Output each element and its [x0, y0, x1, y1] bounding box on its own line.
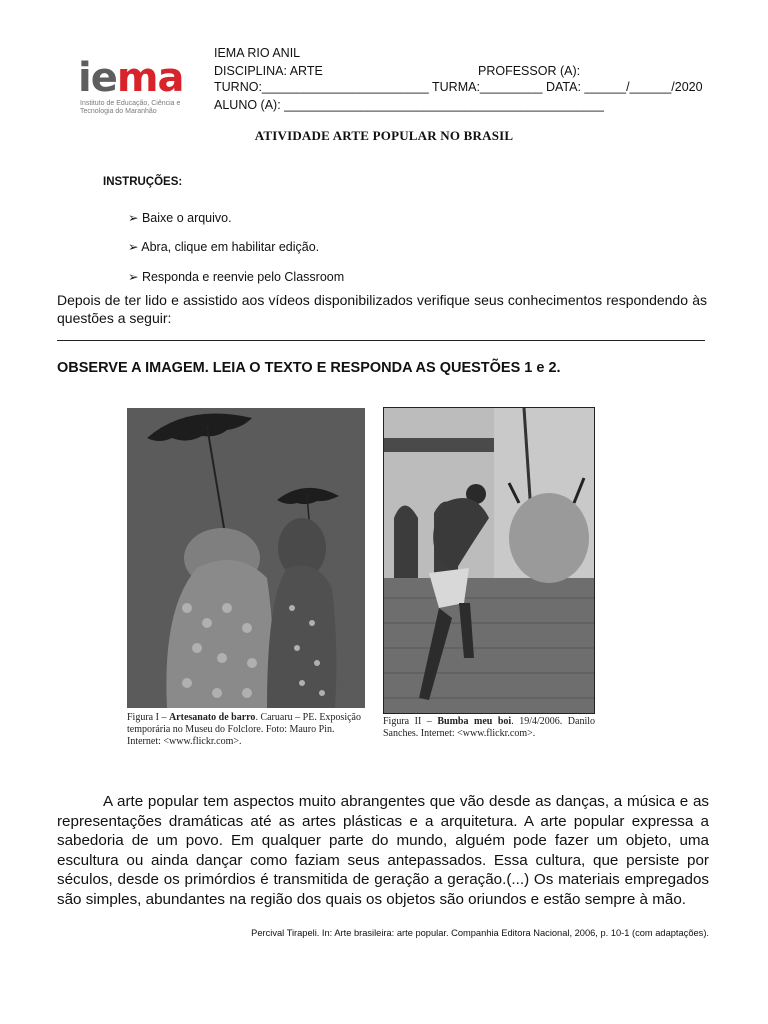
school-name: IEMA RIO ANIL	[214, 46, 301, 60]
turno-turma-data-line[interactable]: TURNO:________________________ TURMA:_________ DATA: ______/______/2020	[214, 80, 703, 94]
instruction-item: ➢ Responda e reenvie pelo Classroom	[128, 270, 345, 284]
logo-word-part2: ma	[116, 55, 184, 101]
instruction-item: ➢ Abra, clique em habilitar edição.	[128, 240, 320, 254]
instructions-label: INSTRUÇÕES:	[103, 176, 183, 188]
logo-wordmark	[78, 55, 184, 101]
section-heading: OBSERVE A IMAGEM. LEIA O TEXTO E RESPONDA AS QUESTÕES 1 e 2.	[57, 360, 561, 376]
figure-1-image	[127, 408, 365, 708]
figure-2-image	[383, 407, 595, 714]
figure-1-caption	[127, 712, 367, 748]
bumba-meu-boi-illustration	[384, 408, 594, 713]
document-title: ATIVIDADE ARTE POPULAR NO BRASIL	[254, 128, 514, 143]
instruction-item: ➢ Baixe o arquivo.	[128, 211, 232, 225]
discipline-field: DISCIPLINA: ARTE	[214, 64, 323, 78]
caption-title: Artesanato de barro	[168, 712, 256, 723]
caption-details: . 19/4/2006. Danilo Sanches. Internet: <www.flickr.com>.	[383, 716, 596, 739]
student-name-field[interactable]: ALUNO (A): ______________________________________________	[214, 98, 604, 112]
body-paragraph: A arte popular tem aspectos muito abrangentes que vão desde as danças, a música e as representações dramáticas até as artes plásticas e a arquitetura. A arte popular expressa a sabedoria de um povo. Em qualquer parte do mundo, alguém pode fazer um objeto, uma escultura ou ainda dançar como faziam seus antepassados. Essa cultura, que persiste por séculos, desde os primórdios é transmitida de geração a geração.(...) Os materiais empregados são simples, abundantes na região dos quais os objetos são oriundos e estão sempre à mão.	[57, 793, 709, 908]
divider-line	[57, 340, 705, 341]
logo-word-part1: ie	[78, 55, 117, 101]
caption-details: . Caruaru – PE. Exposição temporária no Museu do Folclore. Foto: Mauro Pin. Internet: <www.flickr.com>.	[127, 712, 361, 747]
iema-logo	[78, 55, 184, 122]
caption-prefix: Figura I –	[127, 712, 169, 723]
professor-field[interactable]: PROFESSOR (A):	[478, 64, 581, 78]
caption-prefix: Figura II –	[383, 716, 438, 727]
clay-figures-illustration	[127, 408, 365, 708]
source-citation: Percival Tirapeli. In: Arte brasileira: arte popular. Companhia Editora Nacional, 2006, p. 10-1 (com adaptações).	[251, 928, 709, 938]
intro-paragraph: Depois de ter lido e assistido aos vídeos disponibilizados verifique seus conhecimentos respondendo às questões a seguir:	[57, 292, 707, 326]
logo-subtitle: Instituto de Educação, Ciência e Tecnologia do Maranhão	[80, 100, 181, 115]
figure-2-caption	[383, 716, 595, 740]
caption-title: Bumba meu boi	[437, 716, 512, 727]
